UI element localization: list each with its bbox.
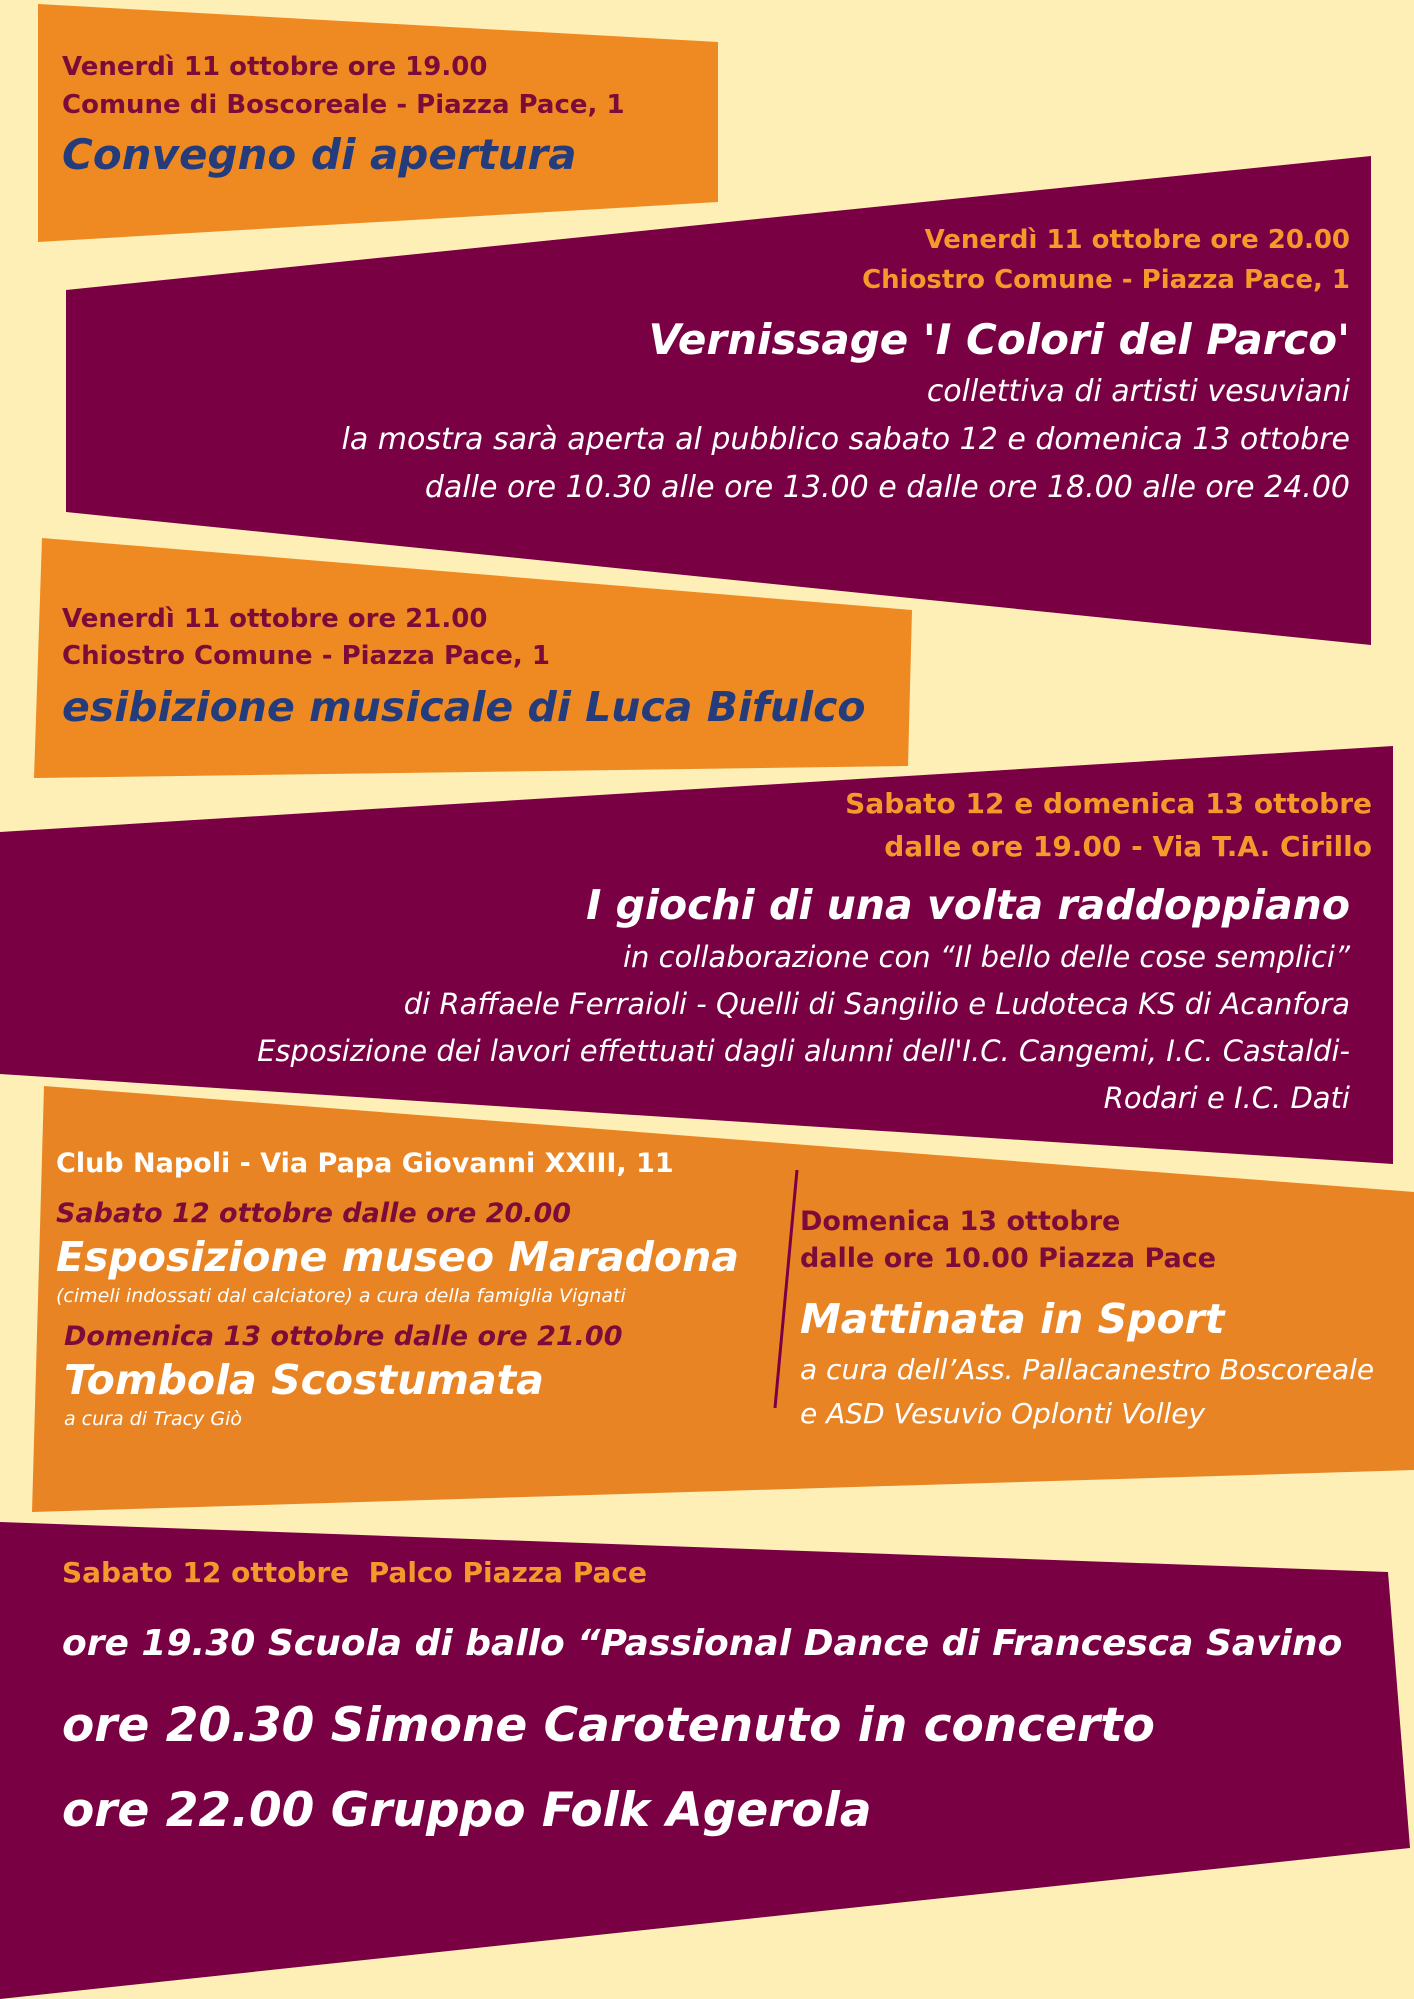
program-line: ore 19.30 Scuola di ballo “Passional Dance di Francesca Savino [62,1623,1343,1664]
event-desc-line: Rodari e I.C. Dati [1103,1081,1350,1115]
club-napoli-header: Club Napoli - Via Papa Giovanni XXIII, 11 [56,1148,674,1179]
event-place: dalle ore 19.00 - Via T.A. Cirillo [884,830,1372,863]
event-desc-line: di Raffaele Ferraioli - Quelli di Sangilio e Ludoteca KS di Acanfora [403,987,1350,1021]
event-title: esibizione musicale di Luca Bifulco [62,683,866,731]
event-place: Comune di Boscoreale - Piazza Pace, 1 [62,90,625,120]
event-place: Chiostro Comune - Piazza Pace, 1 [862,265,1350,295]
event-desc-line: in collaborazione con “Il bello delle cose semplici” [622,940,1350,974]
event-vernissage [150,220,1350,512]
event-date: Venerdì 11 ottobre ore 21.00 [62,604,488,634]
event-title: Mattinata in Sport [800,1295,1225,1343]
event-convegno [62,48,702,179]
event-desc-line: e ASD Vesuvio Oplonti Volley [800,1397,1206,1430]
event-desc-line: Esposizione dei lavori effettuati dagli alunni dell'I.C. Cangemi, I.C. Castaldi- [257,1034,1350,1068]
club-napoli-events [56,1198,776,1430]
event-title: Convegno di apertura [62,130,577,179]
event-note: a cura di Tracy Giò [64,1408,242,1430]
event-title: Tombola Scostumata [64,1356,544,1404]
event-title: Esposizione museo Maradona [56,1233,740,1281]
event-desc-line: a cura dell’Ass. Pallacanestro Boscoreale [800,1353,1375,1386]
event-musicale [62,601,962,731]
event-date: Venerdì 11 ottobre ore 19.00 [62,52,488,82]
event-date: Domenica 13 ottobre [800,1206,1121,1237]
event-tombola [64,1321,776,1430]
event-date: Domenica 13 ottobre dalle ore 21.00 [64,1321,623,1352]
event-date: Sabato 12 ottobre Palco Piazza Pace [62,1556,648,1589]
event-note: (cimeli indossati dal calciatore) a cura della famiglia Vignati [56,1285,626,1307]
event-title: I giochi di una volta raddoppiano [586,881,1350,929]
event-mattinata-sport [800,1203,1400,1435]
event-desc-line: la mostra sarà aperta al pubblico sabato 12 e domenica 13 ottobre [341,422,1350,457]
event-place: dalle ore 10.00 Piazza Pace [800,1243,1217,1274]
event-desc-line: dalle ore 10.30 alle ore 13.00 e dalle ore 18.00 alle ore 24.00 [424,470,1350,505]
program-line: ore 22.00 Gruppo Folk Agerola [62,1783,872,1838]
event-date: Sabato 12 e domenica 13 ottobre [845,787,1372,820]
program-line: ore 20.30 Simone Carotenuto in concerto [62,1698,1155,1753]
event-palco-piazza-pace [62,1556,1362,1838]
event-desc-line: collettiva di artisti vesuviani [926,374,1350,409]
event-title: Vernissage 'I Colori del Parco' [648,315,1350,364]
event-date: Sabato 12 ottobre dalle ore 20.00 [56,1198,572,1229]
event-date: Venerdì 11 ottobre ore 20.00 [924,225,1350,255]
event-maradona [56,1198,776,1307]
event-giochi [72,782,1372,1122]
event-place: Chiostro Comune - Piazza Pace, 1 [62,641,550,671]
